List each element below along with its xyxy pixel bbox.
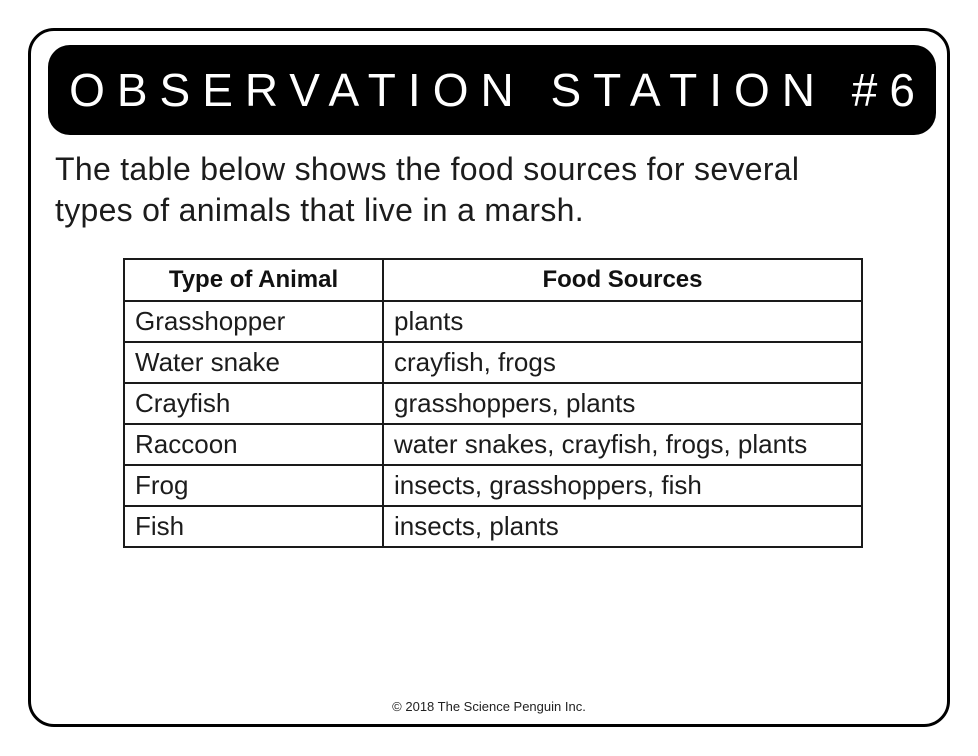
animal-cell: Water snake [124,342,383,383]
intro-text [55,149,939,231]
table-header-row [124,259,862,301]
page-title: OBSERVATION STATION #6 [69,64,927,116]
table-row [124,506,862,547]
intro-line-2: types of animals that live in a marsh. [55,192,584,228]
table-row [124,424,862,465]
worksheet-card [28,28,950,727]
food-cell: grasshoppers, plants [383,383,862,424]
animal-cell: Raccoon [124,424,383,465]
food-cell: water snakes, crayfish, frogs, plants [383,424,862,465]
animal-cell: Crayfish [124,383,383,424]
table-row [124,383,862,424]
food-cell: crayfish, frogs [383,342,862,383]
food-sources-table [123,258,863,548]
table-row [124,301,862,342]
food-cell: insects, grasshoppers, fish [383,465,862,506]
table-row [124,342,862,383]
food-cell: plants [383,301,862,342]
table-row [124,465,862,506]
column-header-type-of-animal: Type of Animal [124,259,383,301]
animal-cell: Grasshopper [124,301,383,342]
animal-cell: Fish [124,506,383,547]
intro-line-1: The table below shows the food sources for several [55,151,800,187]
column-header-food-sources: Food Sources [383,259,862,301]
animal-cell: Frog [124,465,383,506]
food-cell: insects, plants [383,506,862,547]
title-banner [48,45,936,135]
copyright: © 2018 The Science Penguin Inc. [392,699,586,714]
